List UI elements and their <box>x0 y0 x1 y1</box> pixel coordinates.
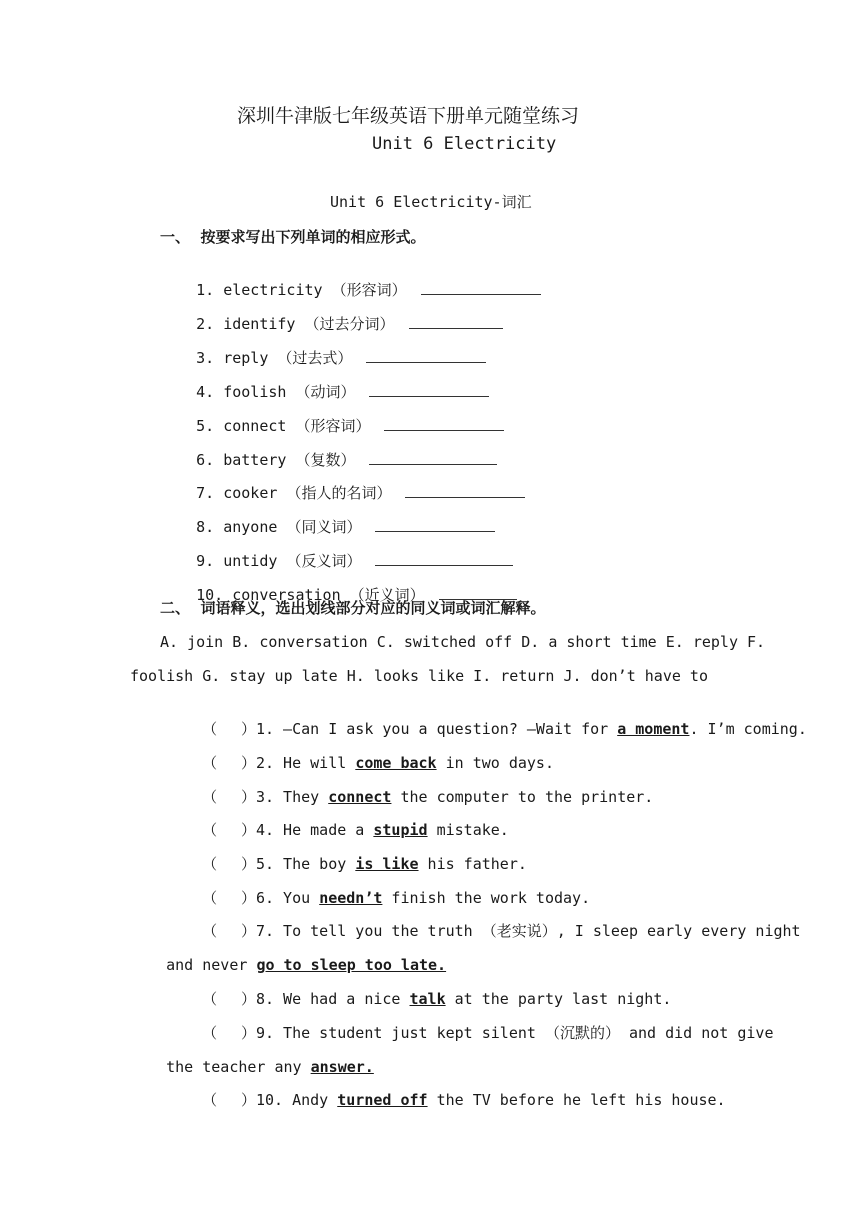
answer-blank[interactable] <box>369 382 489 397</box>
question-10 <box>166 1070 726 1130</box>
part1-heading: 一、 按要求写出下列单词的相应形式。 <box>160 228 426 246</box>
item-hint: （形容词） <box>331 281 407 299</box>
question-text: the teacher any <box>166 1058 311 1076</box>
options-line-1: A. join B. conversation C. switched off D. a short time E. reply F. <box>160 633 766 651</box>
question-text: —Can I ask you a question? —Wait for <box>274 720 618 738</box>
question-text: mistake. <box>427 821 509 839</box>
item-number: 8. <box>196 518 215 536</box>
item-number: 5. <box>196 417 215 435</box>
item-hint: （复数） <box>295 451 356 469</box>
question-number: 8. <box>255 990 275 1008</box>
item-word: connect <box>223 417 287 435</box>
question-text: To tell you the truth （老实说）, I sleep early every night <box>274 922 801 940</box>
part2-heading: 二、 词语释义，选出划线部分对应的同义词或词汇解释。 <box>160 599 546 617</box>
item-word: untidy <box>223 552 278 570</box>
answer-blank[interactable] <box>405 483 525 498</box>
underlined-phrase: come back <box>355 754 437 772</box>
answer-blank[interactable] <box>409 314 503 329</box>
item-word: cooker <box>223 484 278 502</box>
question-number: 4. <box>255 821 275 839</box>
question-number: 5. <box>255 855 275 873</box>
underlined-phrase: stupid <box>373 821 428 839</box>
question-text: finish the work today. <box>382 889 591 907</box>
answer-paren[interactable]: （ ） <box>202 855 256 873</box>
answer-blank[interactable] <box>366 348 486 363</box>
answer-paren[interactable]: （ ） <box>202 889 256 907</box>
question-text: at the party last night. <box>445 990 672 1008</box>
underlined-phrase: answer. <box>310 1058 374 1076</box>
section-title: Unit 6 Electricity-词汇 <box>330 193 532 211</box>
document-title-chinese: 深圳牛津版七年级英语下册单元随堂练习 <box>237 105 580 127</box>
item-hint: （过去分词） <box>304 315 395 333</box>
answer-paren[interactable]: （ ） <box>202 1091 256 1109</box>
item-word: reply <box>223 349 269 367</box>
answer-paren[interactable]: （ ） <box>202 922 256 940</box>
question-number: 9. <box>255 1024 275 1042</box>
answer-paren[interactable]: （ ） <box>202 1024 256 1042</box>
item-word: conversation <box>232 586 341 604</box>
question-number: 1. <box>255 720 275 738</box>
question-text: his father. <box>418 855 527 873</box>
options-line-2: foolish G. stay up late H. looks like I. return J. don’t have to <box>130 667 708 685</box>
item-word: foolish <box>223 383 287 401</box>
underlined-phrase: a moment <box>617 720 690 738</box>
question-text: in two days. <box>436 754 554 772</box>
question-text: Andy <box>283 1091 338 1109</box>
underlined-phrase: needn’t <box>319 889 383 907</box>
item-word: anyone <box>223 518 278 536</box>
answer-paren[interactable]: （ ） <box>202 754 256 772</box>
item-number: 3. <box>196 349 215 367</box>
question-text: He will <box>274 754 356 772</box>
item-hint: （动词） <box>295 383 356 401</box>
question-number: 2. <box>255 754 275 772</box>
item-hint: （同义词） <box>286 518 362 536</box>
item-hint: （过去式） <box>277 349 353 367</box>
item-number: 10. <box>196 586 224 604</box>
underlined-phrase: go to sleep too late. <box>256 956 447 974</box>
question-text: You <box>274 889 320 907</box>
question-number: 10. <box>255 1091 284 1109</box>
item-word: battery <box>223 451 287 469</box>
question-text: the computer to the printer. <box>391 788 654 806</box>
underlined-phrase: connect <box>328 788 392 806</box>
answer-paren[interactable]: （ ） <box>202 720 256 738</box>
question-number: 3. <box>255 788 275 806</box>
underlined-phrase: turned off <box>337 1091 428 1109</box>
item-word: electricity <box>223 281 323 299</box>
answer-blank[interactable] <box>384 416 504 431</box>
question-text: and never <box>166 956 257 974</box>
underlined-phrase: is like <box>355 855 419 873</box>
question-text: the TV before he left his house. <box>427 1091 726 1109</box>
underlined-phrase: talk <box>409 990 446 1008</box>
answer-blank[interactable] <box>375 551 513 566</box>
question-number: 7. <box>255 922 275 940</box>
question-text: We had a nice <box>274 990 410 1008</box>
question-text: The boy <box>274 855 356 873</box>
document-title-english: Unit 6 Electricity <box>372 134 557 154</box>
answer-paren[interactable]: （ ） <box>202 788 256 806</box>
item-number: 4. <box>196 383 215 401</box>
question-text: The student just kept silent （沉默的） and did not give <box>274 1024 774 1042</box>
item-number: 7. <box>196 484 215 502</box>
item-hint: （指人的名词） <box>286 484 392 502</box>
answer-paren[interactable]: （ ） <box>202 821 256 839</box>
item-number: 6. <box>196 451 215 469</box>
item-word: identify <box>223 315 296 333</box>
question-text: He made a <box>274 821 374 839</box>
question-text: . I’m coming. <box>689 720 807 738</box>
item-number: 9. <box>196 552 215 570</box>
item-number: 1. <box>196 281 215 299</box>
answer-blank[interactable] <box>375 517 495 532</box>
answer-paren[interactable]: （ ） <box>202 990 256 1008</box>
answer-blank[interactable] <box>421 280 541 295</box>
item-hint: （近义词） <box>349 586 425 604</box>
item-hint: （形容词） <box>295 417 371 435</box>
question-text: They <box>274 788 329 806</box>
item-number: 2. <box>196 315 215 333</box>
question-number: 6. <box>255 889 275 907</box>
item-hint: （反义词） <box>286 552 362 570</box>
